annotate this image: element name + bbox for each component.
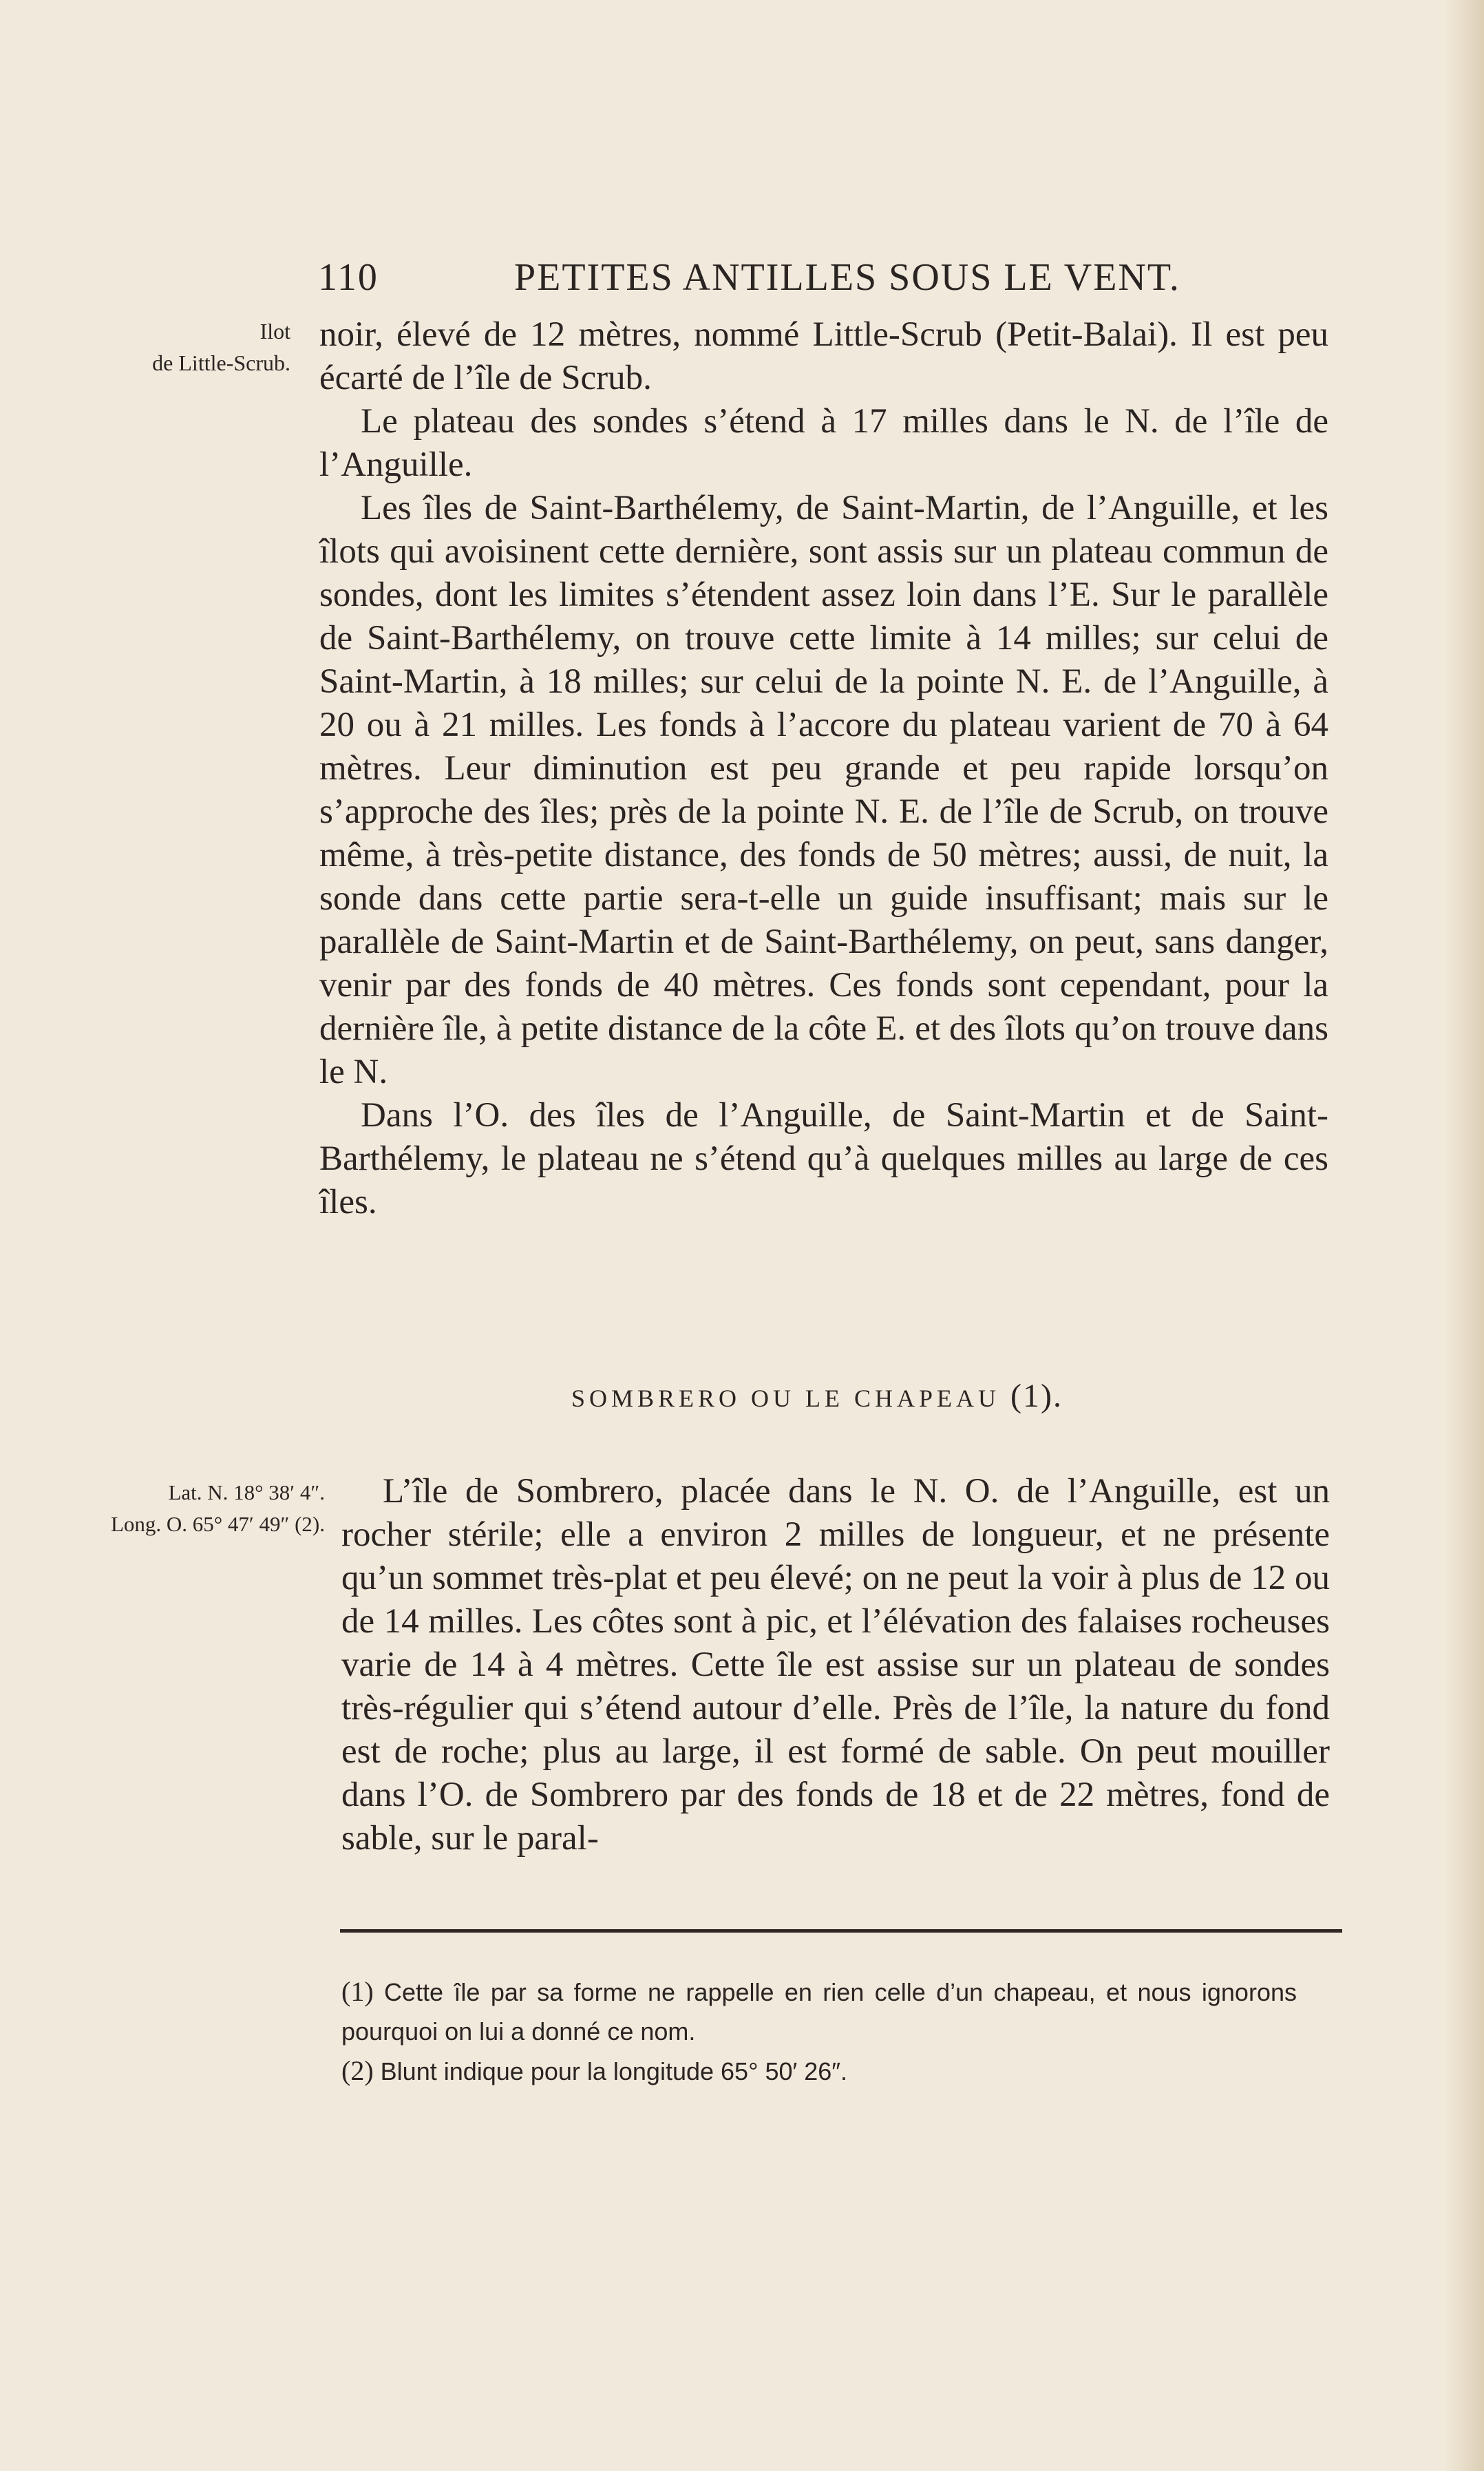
section-heading-text: SOMBRERO OU LE CHAPEAU [571,1385,1001,1412]
paragraph-continued: noir, élevé de 12 mètres, nommé Little-Scrub (Petit-Balai). Il est peu écarté de l’île de Scrub. [319,315,1328,397]
paragraph-sombrero: L’île de Sombrero, placée dans le N. O. de l’Anguille, est un rocher stérile; elle a environ 2 milles de longueur, et ne présente qu’un sommet très-plat et peu élevé; on ne peut la voir à plus de 12 ou de 14 milles. Les côtes sont à pic, et l’élévation des falaises rocheuses varie de 14 à 4 mètres. Cette île est assise sur un plateau de sondes très-régulier qui s’étend autour d’elle. Près de l’île, la nature du fond est de roche; plus au large, il est formé de sable. On peut mouiller dans l’O. de Sombrero par des fonds de 18 et de 22 mètres, fond de sable, sur le paral- [341,1472,1330,1858]
paragraph-islands: Les îles de Saint-Barthélemy, de Saint-Martin, de l’Anguille, et les îlots qui avoisinent cette dernière, sont assis sur un plateau commun de sondes, dont les limites s’étendent assez loin dans l’E. Sur le parallèle de Saint-Barthélemy, on trouve cette limite à 14 milles; sur celui de Saint-Martin, à 18 milles; sur celui de la pointe N. E. de l’Anguille, à 20 ou à 21 milles. Les fonds à l’accore du plateau varient de 70 à 64 mètres. Leur diminution est peu grande et peu rapide lorsqu’on s’approche des îles; près de la pointe N. E. de l’île de Scrub, on trouve même, à très-petite distance, des fonds de 50 mètres; aussi, de nuit, la sonde dans cette partie sera-t-elle un guide insuffisant; mais sur le parallèle de Saint-Martin et de Saint-Barthélemy, on peut, sans danger, venir par des fonds de 40 mètres. Ces fonds sont cependant, pour la dernière île, à petite distance de la côte E. et des îlots qu’on trouve dans le N. [319,489,1328,1091]
section-heading [571,1376,1122,1419]
page-number: 110 [318,256,379,299]
footnote-1-text: Cette île par sa forme ne rappelle en rien celle d’un chapeau, et nous ignorons pourquoi on lui a donné ce nom. [341,1978,1297,2046]
running-header [318,253,1180,302]
body-text [319,313,1328,1224]
running-title: PETITES ANTILLES SOUS LE VENT. [514,256,1180,299]
margin-note-ilot [69,315,290,379]
footnote-1 [341,1972,1297,2051]
footnote-2-text: Blunt indique pour la longitude 65° 50′ 26″. [380,2057,848,2085]
margin-note-coordinates [55,1477,325,1540]
paragraph-west: Dans l’O. des îles de l’Anguille, de Saint-Martin et de Saint-Barthélemy, le plateau ne s’étend qu’à quelques milles au large de ces îles. [319,1096,1328,1221]
footnotes [341,1972,1297,2091]
margin-note-ilot-line1: Ilot [259,319,290,344]
footnote-2-number: (2) [341,2055,374,2086]
footnote-2 [341,2051,1297,2091]
section-heading-note-ref: (1). [1010,1378,1063,1414]
margin-note-latitude: Lat. N. 18° 38′ 4″. [168,1480,325,1504]
section-body-text [341,1470,1330,1860]
margin-note-ilot-line2: de Little-Scrub. [152,350,290,375]
margin-note-longitude: Long. O. 65° 47′ 49″ (2). [110,1512,325,1536]
page-edge-shadow [1443,0,1484,2471]
footnote-rule [340,1929,1342,1933]
footnote-1-number: (1) [341,1976,374,2007]
paragraph-plateau: Le plateau des sondes s’étend à 17 milles dans le N. de l’île de l’Anguille. [319,402,1328,484]
